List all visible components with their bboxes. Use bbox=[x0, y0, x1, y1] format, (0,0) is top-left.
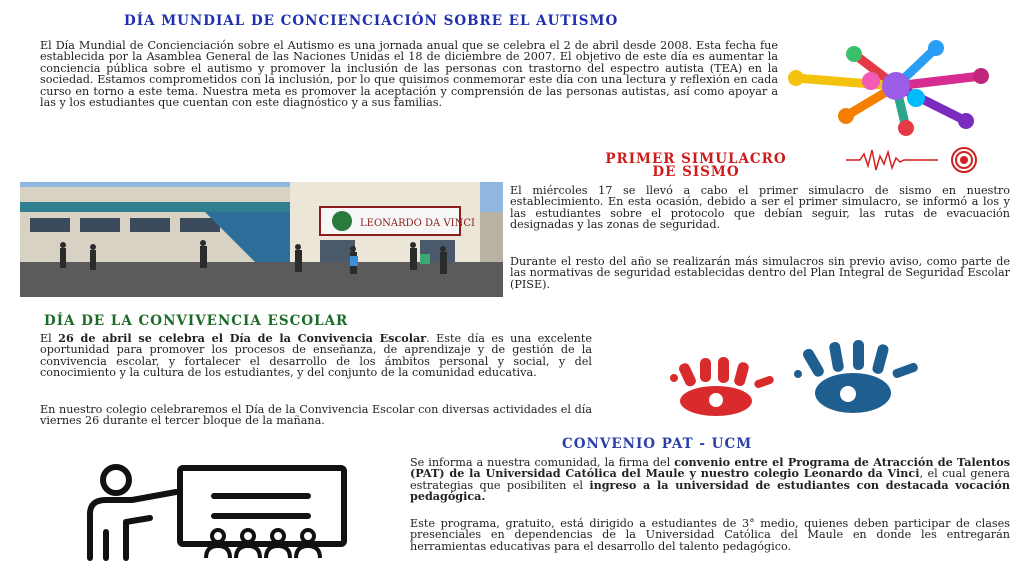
pat-p1-mid: , el cual genera estrategias que posibiliten el bbox=[410, 467, 1010, 492]
coexistence-p1-post: . Este día es una excelente oportunidad para promover los procesos de enseñanza, de aprendizaje y de gestión de la convivencia escolar, y fortalecer el desarrollo de los ámbitos personal y social, y del conocimiento y la cultura de los estudiantes, y del conjunto de la comunidad educativa. bbox=[40, 332, 592, 380]
pat-p1-bold1: convenio entre el Programa de Atracción de Talentos (PAT) de la Universidad Católica del Maule y nuestro colegio Leonardo da Vinci bbox=[410, 455, 1010, 481]
pat-title: CONVENIO PAT - UCM bbox=[562, 436, 753, 452]
coexistence-paragraph-1 bbox=[40, 333, 592, 379]
pat-paragraph-1 bbox=[410, 457, 1010, 503]
drill-title bbox=[556, 153, 836, 179]
drill-photo-scene bbox=[20, 182, 503, 297]
autism-paragraph: El Día Mundial de Concienciación sobre el Autismo es una jornada anual que se celebra el 2 de abril desde 2008. Esta fecha fue establecida por la Asamblea General de las Naciones Unidas el 18 de diciembre de 2007. El objetivo de este día es aumentar la conciencia pública sobre el autismo y promover la inclusión de las personas con trastorno del espectro autista (TEA) en la sociedad. Estamos comprometidos con la inclusión, por lo que quisimos conmemorar este día con una lectura y reflexión en cada curso en torno a este tema. Nuestra meta es promover la aceptación y comprensión de las personas autistas, así como apoyar a las y los estudiantes que cuentan con este diagnóstico y a sus familias. bbox=[40, 39, 778, 110]
drill-title-line1: PRIMER SIMULACRO bbox=[605, 151, 787, 167]
pat-p1-bold2: ingreso a la universidad de estudiantes con destacada vocación pedagógica. bbox=[410, 477, 1010, 504]
coexistence-p1-pre: El bbox=[40, 332, 59, 345]
teacher-classroom-icon bbox=[76, 462, 360, 562]
autism-title: DÍA MUNDIAL DE CONCIENCIACIÓN SOBRE EL AUTISMO bbox=[124, 13, 619, 29]
drill-title-line2: DE SISMO bbox=[652, 164, 740, 180]
handprints-icon bbox=[648, 338, 928, 418]
photo-sign-text: LEONARDO DA VINCI bbox=[360, 218, 475, 229]
coexistence-title: DÍA DE LA CONVIVENCIA ESCOLAR bbox=[44, 313, 349, 329]
drill-paragraph-1: El miércoles 17 se llevó a cabo el primer simulacro de sismo en nuestro establecimiento. En esta ocasión, debido a ser el primer simulacro, se informó a los y las estudiantes sobre el protocolo que debían seguir, las rutas de evacuación designadas y las zonas de seguridad. bbox=[510, 184, 1010, 232]
seismograph-icon bbox=[846, 146, 986, 174]
coexistence-p1-bold: 26 de abril se celebra el Día de la Convivencia Escolar bbox=[58, 331, 427, 345]
pat-p1-pre: Se informa a nuestra comunidad, la firma del bbox=[410, 456, 675, 469]
drill-photo bbox=[20, 182, 503, 297]
pat-paragraph-2: Este programa, gratuito, está dirigido a estudiantes de 3° medio, quienes deben participar de clases presenciales en dependencias de la Universidad Católica del Maule en donde les entregarán herramientas educativas para el desarrollo del talento pedagógico. bbox=[410, 517, 1010, 553]
drill-paragraph-2: Durante el resto del año se realizarán más simulacros sin previo aviso, como parte de las normativas de seguridad establecidas dentro del Plan Integral de Seguridad Escolar (PISE). bbox=[510, 255, 1010, 291]
colorful-hands-circle-icon bbox=[776, 36, 1024, 136]
coexistence-paragraph-2: En nuestro colegio celebraremos el Día de la Convivencia Escolar con diversas actividades el día viernes 26 durante el tercer bloque de la mañana. bbox=[40, 403, 592, 428]
